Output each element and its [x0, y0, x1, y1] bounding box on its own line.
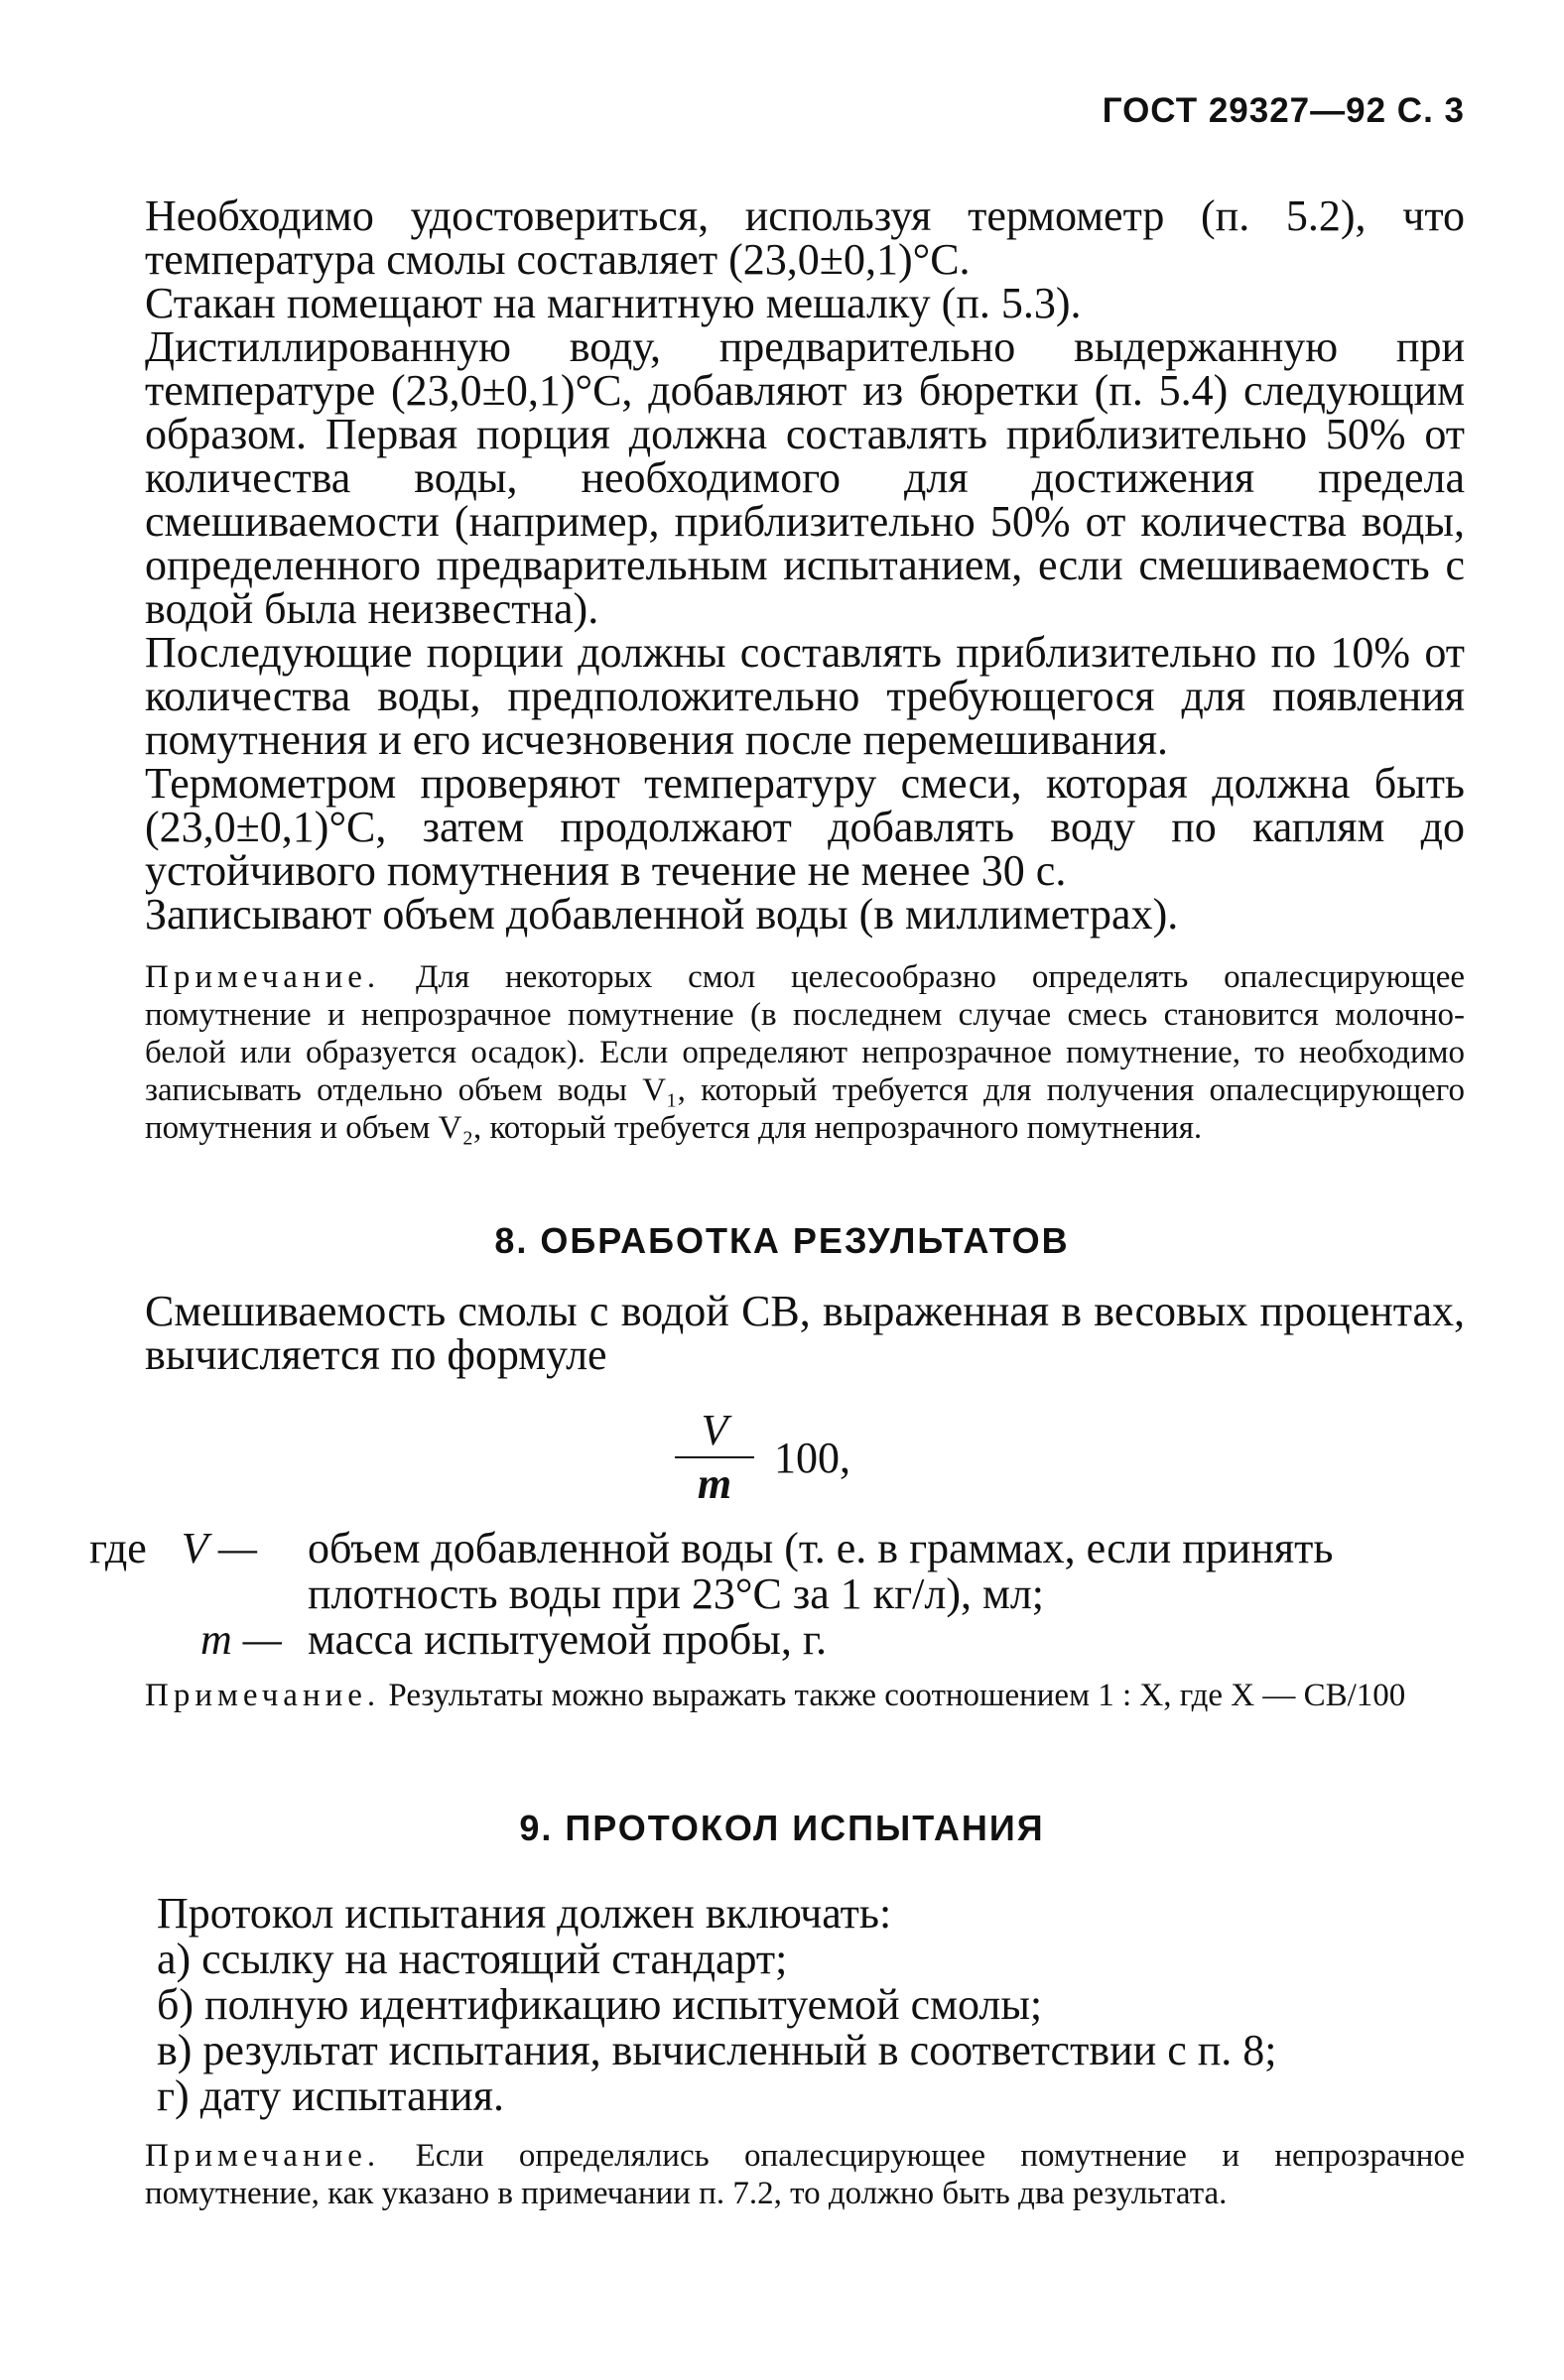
note-text: Для некоторых смол целесообразно определять опалесцирующее помутнение и непрозрачное помутнение (в последнем случае смесь становится молочно-белой или образуется осадок). Если определяют непрозрачное помутнение, то необходимо записывать отдельно объем воды V₁, который требуется для получения опалесцирующего помутнения и объем V₂, который требуется для непрозрачного помутнения.: [145, 959, 1466, 1146]
section-8-intro: Смешиваемость смолы с водой СВ, выраженная в весовых процентах, вычисляется по формуле: [145, 1287, 1465, 1379]
formula-fraction: [675, 1406, 754, 1508]
note-two-results-text: Если определялись опалесцирующее помутнение и непрозрачное помутнение, как указано в примечании п. 7.2, то должно быть два результата.: [145, 2138, 1466, 2211]
protocol-list: [157, 1891, 1467, 2119]
paragraph-magnetic-stirrer: Стакан помещают на магнитную мешалку (п. 5.3).: [145, 279, 1082, 327]
fraction-bar: [675, 1456, 754, 1458]
procedure-text: [145, 191, 1465, 939]
page-header: ГОСТ 29327—92 С. 3: [1102, 91, 1465, 130]
paragraph-thermometer-check: Термометром проверяют температуру смеси, которая должна быть (23,0±0,1)°С, затем продолжают добавлять воду по каплям до устойчивого помутнения в течение не менее 30 с.: [145, 759, 1465, 895]
paragraph-subsequent-portions: Последующие порции должны составлять приблизительно по 10% от количества воды, предположительно требующегося для появления помутнения и его исчезновения после перемешивания.: [145, 628, 1465, 764]
note-turbidity: [145, 958, 1465, 1147]
note-two-results: [145, 2137, 1465, 2212]
paragraph-record-volume: Записывают объем добавленной воды (в миллиметрах).: [145, 890, 1179, 939]
definition-m-text: масса испытуемой пробы, г.: [308, 1615, 827, 1664]
note-ratio: [145, 1677, 1465, 1714]
definition-v-text-2: плотность воды при 23°С за 1 кг/л), мл;: [308, 1569, 1045, 1618]
paragraph-water-addition: Дистиллированную воду, предварительно выдержанную при температуре (23,0±0,1)°С, добавляют из бюретки (п. 5.4) следующим образом. Первая порция должна составлять приблизительно 50% от количества воды, необходимого для достижения предела смешиваемости (например, приблизительно 50% от количества воды, определенного предварительным испытанием, если смешиваемость с водой была неизвестна).: [145, 322, 1465, 633]
section-8-title: 8. ОБРАБОТКА РЕЗУЛЬТАТОВ: [494, 1220, 1070, 1261]
protocol-item-a: а) ссылку на настоящий стандарт;: [157, 1935, 788, 1983]
formula: [655, 1406, 913, 1518]
definition-m-term: m —: [200, 1615, 282, 1664]
note-two-results-label: Примечание.: [145, 2138, 381, 2174]
note-ratio-text: Результаты можно выражать также соотношением 1 : X, где X — СВ/100: [388, 1678, 1406, 1713]
note-ratio-label: Примечание.: [145, 1678, 381, 1713]
protocol-item-g: г) дату испытания.: [157, 2071, 504, 2120]
formula-denominator: m: [697, 1459, 732, 1508]
definition-v-line2: [89, 1571, 1479, 1617]
protocol-item-b: б) полную идентификацию испытуемой смолы;: [157, 1980, 1043, 2029]
paragraph-temperature-check: Необходимо удостовериться, используя термометр (п. 5.2), что температура смолы составляет (23,0±0,1)°С.: [145, 191, 1465, 284]
definition-where: где V —: [89, 1524, 257, 1572]
definition-m-row: [89, 1617, 1479, 1663]
variable-definitions: [89, 1526, 1479, 1663]
definition-v-text-1: объем добавленной воды (т. е. в граммах, если принять: [308, 1524, 1334, 1572]
definition-v-term: V —: [181, 1524, 257, 1572]
section-9-title: 9. ПРОТОКОЛ ИСПЫТАНИЯ: [519, 1808, 1045, 1848]
protocol-intro: Протокол испытания должен включать:: [157, 1889, 892, 1938]
formula-factor: 100,: [774, 1434, 850, 1482]
formula-numerator: V: [701, 1406, 728, 1454]
note-label: Примечание.: [145, 959, 381, 995]
protocol-item-v: в) результат испытания, вычисленный в соответствии с п. 8;: [157, 2026, 1277, 2074]
definition-v-line1: [89, 1526, 1479, 1571]
